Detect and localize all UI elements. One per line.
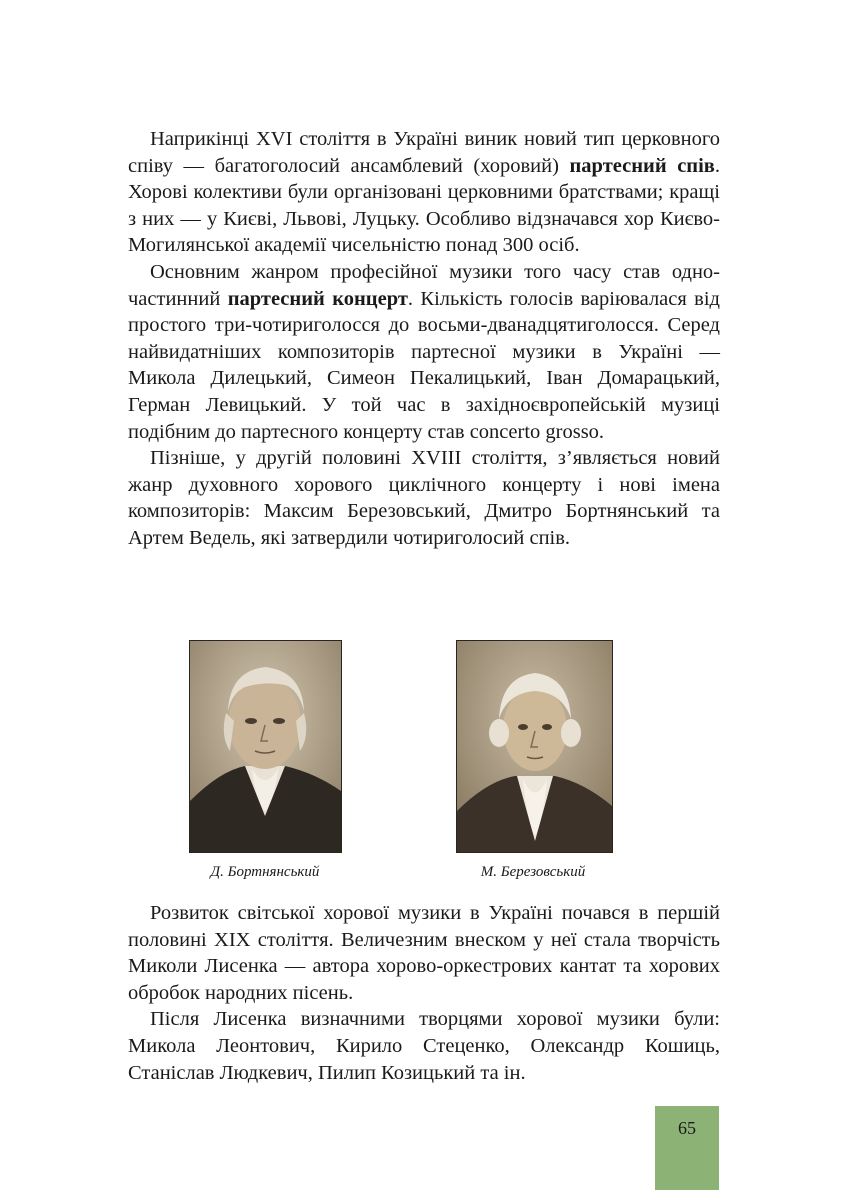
- main-text-bottom: [128, 900, 720, 1086]
- bold-term: партесний концерт: [227, 287, 408, 310]
- paragraph: [128, 445, 720, 551]
- page-number: 65: [678, 1118, 696, 1138]
- paragraph: [128, 900, 720, 1006]
- caption-berezovsky: М. Березовський: [480, 864, 586, 880]
- text-run: . Хорові колективи були організовані церковними братствами; кращі з них — у Києві, Львові, Луцьку. Особливо відзначався хор Києво-Могилянської академії чисельністю понад 300 осіб.: [128, 154, 721, 257]
- text-run: Після Лисенка визначними творцями хорової музики були: Микола Леонтович, Кирило Стеценко, Олександр Кошиць, Станіслав Людкевич, Пилип Козицький та ін.: [128, 1008, 720, 1084]
- portrait-bortniansky-image: [189, 640, 342, 853]
- text-run: Наприкінці XVI століття в Україні виник новий тип церковного співу — багатоголосий ансамблевий (хоровий): [128, 128, 720, 177]
- main-text-top: [128, 126, 720, 552]
- bold-term: партесний спів: [569, 154, 715, 177]
- text-run: . Кількість голосів варіювалася від простого три-чотириголосся до восьми-дванадцятиголосся. Серед найвидатніших композиторів партесної музики в Україні — Микола Дилецький, Симеон Пекалицький, Іван Домарацький, Герман Левицький. У той час в західноєвропейській музиці подібним до партесного концерту став concerto grosso.: [128, 287, 720, 443]
- text-run: Основним жанром професійної музики того часу став одночастинний: [128, 260, 720, 310]
- text-run: Розвиток світської хорової музики в Україні почався в першій половині XIX століття. Величезним внеском у неї стала творчість Миколи Лисенка — автора хорово-оркестрових кантат та хорових обробок народних пісень.: [128, 902, 720, 1004]
- page-number-tab: [655, 1106, 719, 1190]
- caption-bortniansky: Д. Бортнянський: [210, 864, 320, 880]
- paragraph: [128, 126, 720, 259]
- portrait-berezovsky-image: [456, 640, 613, 853]
- paragraph: [128, 259, 720, 445]
- paragraph: [128, 1006, 720, 1086]
- text-run: Пізніше, у другій половині XVIII століття, з’являється новий жанр духовного хорового циклічного концерту і нові імена композиторів: Максим Березовський, Дмитро Бортнянський та Артем Ведель, які затвердили чотириголосий спів.: [128, 447, 720, 549]
